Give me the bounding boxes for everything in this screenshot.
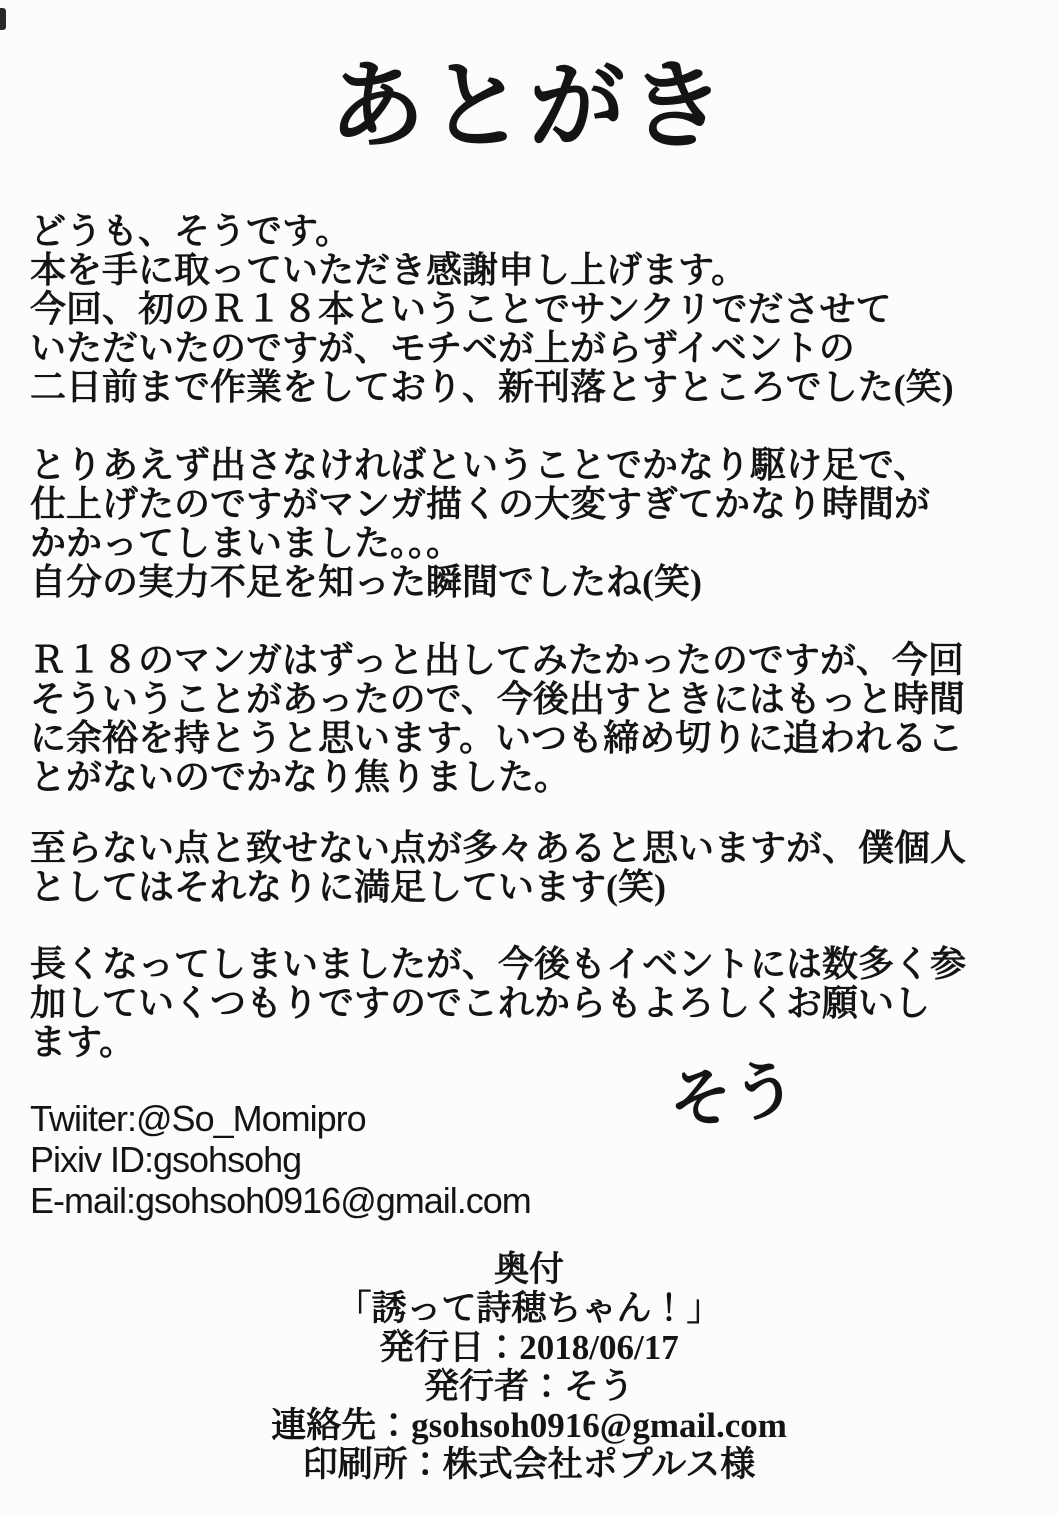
email-address: E-mail:gsohsoh0916@gmail.com (30, 1180, 531, 1221)
text-line: Ｒ１８のマンガはずっと出してみたかったのですが、今回 (30, 640, 964, 680)
page-title: あとがき (329, 53, 729, 160)
text-line: かかってしまいました。。。 (30, 523, 463, 563)
text-line: ます。 (30, 1022, 136, 1062)
colophon-block (0, 1250, 1058, 1484)
contact-info-block (30, 1098, 531, 1221)
colophon-publish-date: 発行日：2018/06/17 (379, 1328, 679, 1367)
text-line: 今回、初のＲ１８本ということでサンクリでださせて (30, 289, 892, 329)
paragraph-r18-reflection (30, 641, 1038, 797)
text-line: いただいたのですが、モチベが上がらずイベントの (30, 328, 855, 368)
twitter-handle: Twiiter:@So_Momipro (30, 1098, 366, 1139)
text-line: に余裕を持とうと思います。いつも締め切りに追われるこ (30, 718, 964, 758)
text-line: 至らない点と致せない点が多々あると思いますが、僕個人 (30, 828, 967, 868)
colophon-publisher: 発行者：そう (423, 1367, 634, 1406)
text-line: とがないのでかなり焦りました。 (30, 757, 571, 797)
text-line: そういうことがあったので、今後出すときにはもっと時間 (30, 679, 965, 719)
text-line: としてはそれなりに満足しています(笑) (30, 867, 666, 907)
text-line: どうも、そうです。 (30, 211, 352, 251)
colophon-printer: 印刷所：株式会社ポプルス様 (302, 1445, 756, 1484)
text-line: 長くなってしまいましたが、今後もイベントには数多く参 (30, 944, 967, 984)
colophon-contact: 連絡先：gsohsoh0916@gmail.com (271, 1406, 787, 1445)
text-line: 二日前まで作業をしており、新刊落とすところでした(笑) (30, 367, 954, 407)
paragraph-satisfaction (30, 829, 1038, 907)
text-line: 自分の実力不足を知った瞬間でしたね(笑) (30, 562, 702, 602)
text-line: 仕上げたのですがマンガ描くの大変すぎてかなり時間が (30, 484, 931, 524)
text-line: 本を手に取っていただき感謝申し上げます。 (30, 250, 748, 290)
pixiv-id: Pixiv ID:gsohsohg (30, 1139, 302, 1180)
paragraph-closing (30, 945, 1038, 1062)
author-signature: そう (665, 1052, 801, 1140)
paragraph-rushed-work (30, 446, 1038, 602)
text-line: 加していくつもりですのでこれからもよろしくお願いし (30, 983, 931, 1023)
colophon-heading: 奥付 (493, 1250, 564, 1289)
paragraph-greeting (30, 212, 1038, 407)
colophon-book-title: 「誘って詩穂ちゃん！」 (336, 1289, 722, 1328)
scan-artifact-mark (0, 8, 6, 30)
text-line: とりあえず出さなければということでかなり駆け足で、 (30, 445, 930, 485)
